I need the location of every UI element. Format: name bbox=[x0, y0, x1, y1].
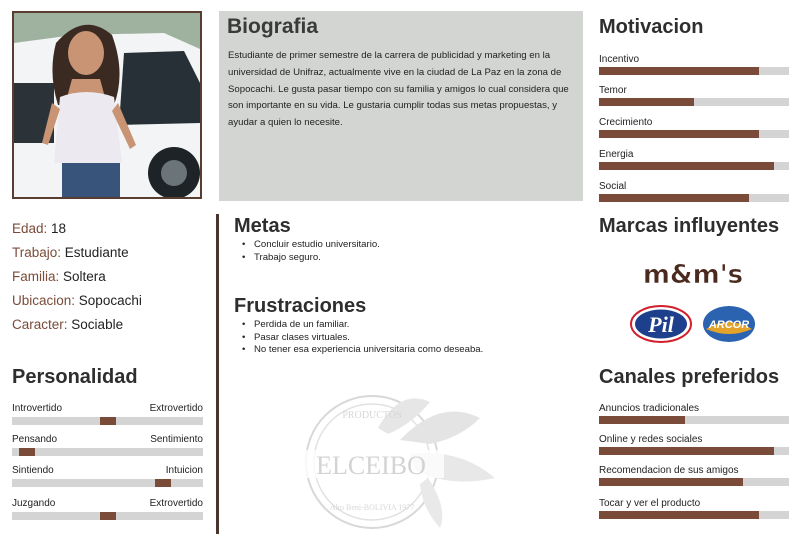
fact-trabajo bbox=[12, 244, 142, 268]
goals-list bbox=[236, 239, 380, 264]
section-divider bbox=[216, 214, 219, 534]
channel-bar bbox=[599, 465, 789, 491]
fact-value: Estudiante bbox=[64, 245, 129, 260]
bar-label: Anuncios tradicionales bbox=[599, 403, 700, 414]
scale-left-label: Juzgando bbox=[12, 498, 56, 509]
fact-value: Sopocachi bbox=[78, 293, 142, 308]
pil-logo bbox=[630, 305, 692, 343]
biography-title: Biografia bbox=[227, 15, 319, 38]
brands-title: Marcas influyentes bbox=[599, 215, 780, 237]
motivation-bar bbox=[599, 181, 789, 207]
personality-scale bbox=[12, 465, 203, 489]
arcor-logo bbox=[702, 305, 756, 343]
bar-fill bbox=[599, 416, 685, 424]
scale-track bbox=[12, 479, 203, 487]
motivation-bar bbox=[599, 54, 789, 80]
channels-title: Canales preferidos bbox=[599, 366, 780, 388]
motivation-bar bbox=[599, 117, 789, 143]
arcor-logo-text: ARCOR bbox=[708, 319, 750, 331]
frustrations-list bbox=[236, 319, 483, 357]
bar-track bbox=[599, 511, 789, 519]
personality-scale bbox=[12, 403, 203, 427]
biography-text: Estudiante de primer semestre de la carrera de publicidad y marketing en la universidad de Unifraz, actualmente vive en la ciudad de La Paz en la zona de Sopocachi. Le gusta pasar tiempo con su familia y amigos lo cual considera que son importante en su vida. Le gustaria cumplir todas sus metas propuestas, y ayudar a quien lo necesite. bbox=[228, 50, 569, 129]
list-item: • Perdida de un familiar. bbox=[254, 319, 483, 332]
bar-track bbox=[599, 98, 789, 106]
scale-right-label: Extrovertido bbox=[149, 498, 203, 509]
bar-track bbox=[599, 478, 789, 486]
fact-familia bbox=[12, 268, 142, 292]
scale-left-label: Introvertido bbox=[12, 403, 63, 414]
list-item: • No tener esa experiencia universitaria como deseaba. bbox=[254, 344, 483, 357]
list-item: • Pasar clases virtuales. bbox=[254, 332, 483, 345]
bar-track bbox=[599, 67, 789, 75]
bar-fill bbox=[599, 67, 759, 75]
scale-right-label: Intuicion bbox=[165, 465, 203, 476]
motivation-bar bbox=[599, 85, 789, 111]
scale-marker bbox=[100, 417, 116, 425]
bar-label: Tocar y ver el producto bbox=[599, 498, 701, 509]
scale-right-label: Extrovertido bbox=[149, 403, 203, 414]
bar-label: Crecimiento bbox=[599, 117, 653, 128]
list-item: • Concluir estudio universitario. bbox=[254, 239, 380, 252]
bar-track bbox=[599, 162, 789, 170]
mms-logo-text: m&m's bbox=[642, 260, 744, 290]
persona-photo bbox=[12, 11, 202, 199]
bar-fill bbox=[599, 194, 749, 202]
fact-key: Trabajo: bbox=[12, 245, 62, 260]
bar-fill bbox=[599, 162, 774, 170]
bar-fill bbox=[599, 447, 774, 455]
fact-value: 18 bbox=[51, 221, 67, 236]
profile-facts bbox=[12, 220, 142, 340]
scale-marker bbox=[19, 448, 35, 456]
motivation-bar bbox=[599, 149, 789, 175]
watermark-bottom: Alto Beni-BOLIVIA 1977 bbox=[329, 503, 415, 512]
bar-track bbox=[599, 194, 789, 202]
fact-key: Familia: bbox=[12, 269, 60, 284]
fact-ubicacion bbox=[12, 292, 142, 316]
bar-track bbox=[599, 447, 789, 455]
fact-value: Soltera bbox=[63, 269, 106, 284]
fact-key: Caracter: bbox=[12, 317, 68, 332]
channel-bar bbox=[599, 498, 789, 524]
personality-scale bbox=[12, 498, 203, 522]
scale-right-label: Sentimiento bbox=[150, 434, 203, 445]
list-item: • Trabajo seguro. bbox=[254, 252, 380, 265]
scale-left-label: Pensando bbox=[12, 434, 58, 445]
fact-value: Sociable bbox=[71, 317, 124, 332]
scale-marker bbox=[100, 512, 116, 520]
bar-label: Incentivo bbox=[599, 54, 640, 65]
scale-marker bbox=[155, 479, 171, 487]
personality-scale bbox=[12, 434, 203, 458]
scale-left-label: Sintiendo bbox=[12, 465, 54, 476]
bar-label: Online y redes sociales bbox=[599, 434, 703, 445]
elceibo-watermark-logo bbox=[290, 388, 510, 536]
frustrations-title: Frustraciones bbox=[234, 295, 367, 317]
watermark-brand: ELCEIBO bbox=[316, 451, 426, 480]
watermark-top: PRODUCTOS bbox=[342, 410, 402, 421]
goals-title: Metas bbox=[234, 215, 291, 237]
motivation-title: Motivacion bbox=[599, 16, 704, 38]
scale-track bbox=[12, 448, 203, 456]
channel-bar bbox=[599, 434, 789, 460]
bar-fill bbox=[599, 511, 759, 519]
fact-key: Edad: bbox=[12, 221, 48, 236]
bar-label: Social bbox=[599, 181, 627, 192]
mms-logo bbox=[642, 258, 744, 290]
bar-fill bbox=[599, 130, 759, 138]
fact-key: Ubicacion: bbox=[12, 293, 76, 308]
fact-edad bbox=[12, 220, 142, 244]
bar-label: Temor bbox=[599, 85, 627, 96]
bar-track bbox=[599, 416, 789, 424]
pil-logo-text: Pil bbox=[648, 312, 674, 337]
bar-fill bbox=[599, 478, 743, 486]
bar-label: Energia bbox=[599, 149, 634, 160]
bar-fill bbox=[599, 98, 694, 106]
fact-caracter bbox=[12, 316, 142, 340]
channel-bar bbox=[599, 403, 789, 429]
personality-title: Personalidad bbox=[12, 366, 138, 388]
bar-label: Recomendacion de sus amigos bbox=[599, 465, 739, 476]
bar-track bbox=[599, 130, 789, 138]
